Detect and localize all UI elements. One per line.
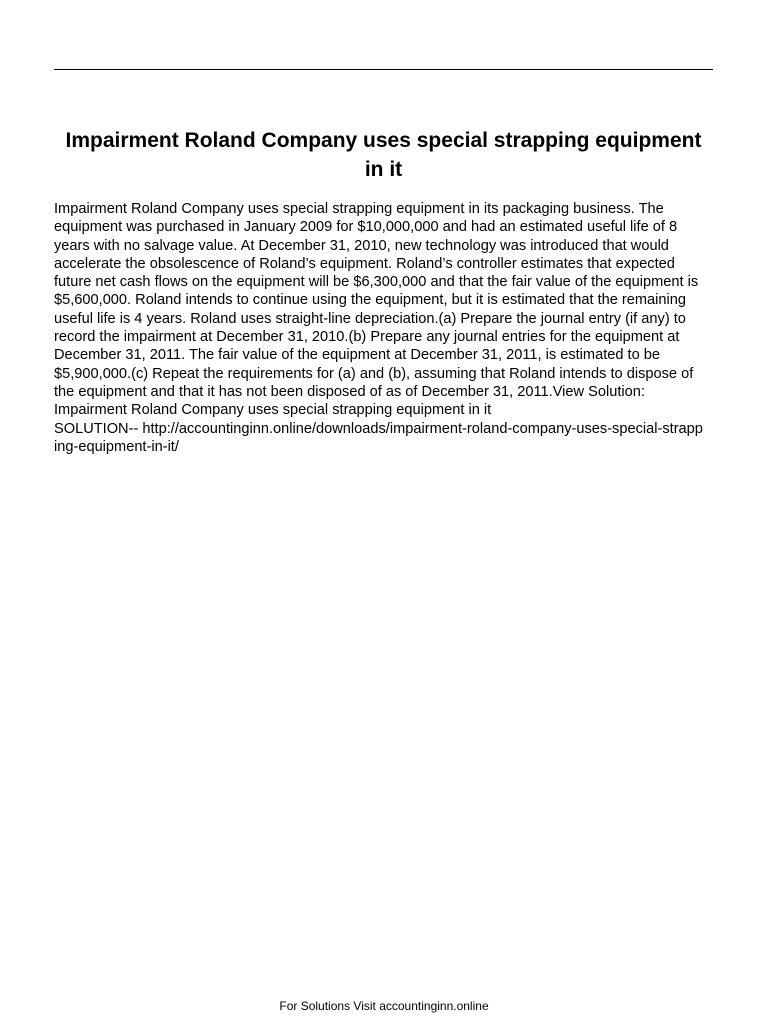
document-title: Impairment Roland Company uses special strapping equipment in it xyxy=(65,129,702,181)
problem-statement: Impairment Roland Company uses special strapping equipment in its packaging business. The equipment was purchased in January 2009 for $10,000,000 and had an estimated useful life of 8 years with no salvage value. At December 31, 2010, new technology was introduced that would accelerate the obsolescence of Roland’s equipment. Roland’s controller estimates that expected future net cash flows on the equipment will be $6,300,000 and that the fair value of the equipment is $5,600,000. Roland intends to continue using the equipment, but it is estimated that the remaining useful life is 4 years. Roland uses straight-line depreciation.(a) Prepare the journal entry (if any) to record the impairment at December 31, 2010.(b) Prepare any journal entries for the equipment at December 31, 2011. The fair value of the equipment at December 31, 2011, is estimated to be $5,900,000.(c) Repeat the requirements for (a) and (b), assuming that Roland intends to dispose of the equipment and that it has not been disposed of as of December 31, 2011.View Solution: xyxy=(54,201,699,400)
page-footer: For Solutions Visit accountinginn.online xyxy=(279,999,489,1013)
document-body xyxy=(54,200,706,456)
header-divider xyxy=(54,69,713,70)
solution-link[interactable]: http://accountinginn.online/downloads/impairment-roland-company-uses-special-strapping-equipment-in-it/ xyxy=(54,420,703,455)
solution-title: Impairment Roland Company uses special strapping equipment in it xyxy=(54,402,492,419)
solution-label: SOLUTION-- xyxy=(54,420,143,437)
solution-line xyxy=(54,420,706,457)
